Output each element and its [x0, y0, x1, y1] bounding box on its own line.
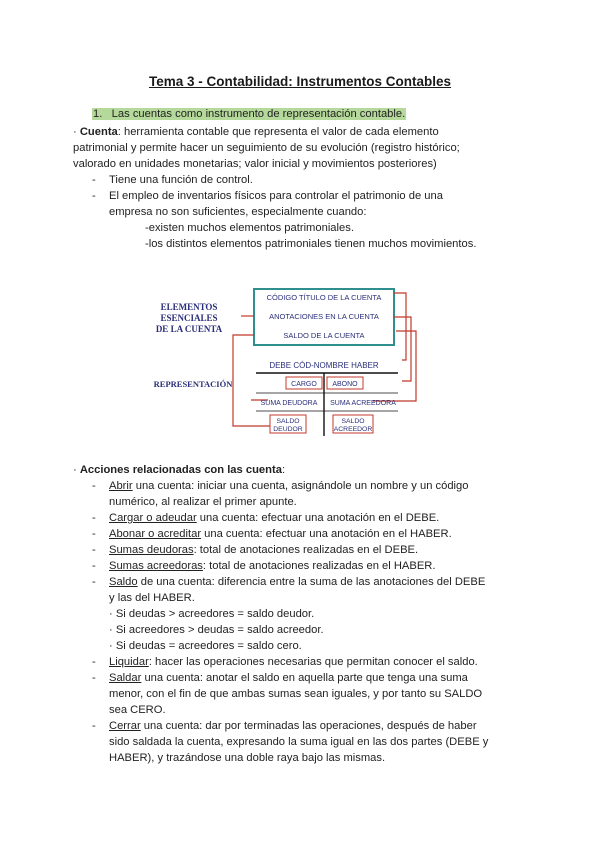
cuenta-subpoint-2: -los distintos elementos patrimoniales tienen muchos movimientos.	[145, 238, 477, 250]
dash-marker: -	[92, 174, 96, 186]
accion-cerrar-cont2: HABER), y trazándose una doble raya bajo las mismas.	[109, 752, 386, 764]
accion-saldar: Saldar una cuenta: anotar el saldo en aquella parte que tenga una suma	[109, 672, 468, 684]
dash-marker: -	[92, 528, 96, 540]
box-line-1: CÓDIGO TÍTULO DE LA CUENTA	[266, 293, 382, 302]
label-elementos-2: ESENCIALES	[160, 313, 218, 323]
dash-marker: -	[92, 720, 96, 732]
saldo-deudor-1: SALDO	[276, 418, 300, 425]
accion-cargar: Cargar o adeudar una cuenta: efectuar una anotación en el DEBE.	[109, 512, 440, 524]
saldo-case-cero: · Si deudas = acreedores = saldo cero.	[109, 640, 302, 652]
accion-saldar-cont2: sea CERO.	[109, 704, 166, 716]
section-number: 1.	[93, 108, 103, 120]
dash-marker: -	[92, 672, 96, 684]
suma-acreedora-label: SUMA ACREEDORA	[330, 400, 396, 407]
connector-anotaciones	[394, 317, 411, 381]
dash-marker: -	[92, 512, 96, 524]
cuenta-point-control: Tiene una función de control.	[109, 174, 253, 186]
dash-marker: -	[92, 544, 96, 556]
dash-marker: -	[92, 480, 96, 492]
accion-abrir-cont: numérico, al realizar el primer apunte.	[109, 496, 297, 508]
accion-saldo-cont: y las del HABER.	[109, 592, 195, 604]
cuenta-definition-line1: · Cuenta: herramienta contable que representa el valor de cada elemento	[73, 126, 439, 138]
saldo-acreedor-2: ACREEDOR	[333, 426, 373, 433]
box-line-2: ANOTACIONES EN LA CUENTA	[269, 312, 379, 321]
label-representacion: REPRESENTACIÓN	[153, 379, 233, 389]
connector-codigo	[394, 293, 406, 360]
cargo-label: CARGO	[291, 381, 317, 388]
accion-sumas-deudoras: Sumas deudoras: total de anotaciones realizadas en el DEBE.	[109, 544, 419, 556]
dash-marker: -	[92, 576, 96, 588]
cuenta-point-inventarios-line2: empresa no son suficientes, especialmente cuando:	[109, 206, 367, 218]
accion-abonar: Abonar o acreditar una cuenta: efectuar una anotación en el HABER.	[109, 528, 452, 540]
label-elementos-1: ELEMENTOS	[160, 302, 218, 312]
cuenta-subpoint-1: -existen muchos elementos patrimoniales.	[145, 222, 354, 234]
section-heading	[92, 106, 406, 122]
accion-saldo: Saldo de una cuenta: diferencia entre la suma de las anotaciones del DEBE	[109, 576, 486, 588]
dash-marker: -	[92, 190, 96, 202]
box-line-3: SALDO DE LA CUENTA	[283, 331, 365, 340]
accion-cerrar-cont1: sido saldada la cuenta, expresando la suma igual en las dos partes (DEBE y	[109, 736, 489, 748]
saldo-case-deudor: · Si deudas > acreedores = saldo deudor.	[109, 608, 315, 620]
acciones-heading: · Acciones relacionadas con las cuenta:	[73, 464, 286, 476]
section-title: Las cuentas como instrumento de representación contable.	[111, 108, 406, 120]
accion-abrir: Abrir una cuenta: iniciar una cuenta, asignándole un nombre y un código	[109, 480, 469, 492]
page-title: Tema 3 - Contabilidad: Instrumentos Contables	[148, 74, 452, 89]
accion-liquidar: Liquidar: hacer las operaciones necesarias que permitan conocer el saldo.	[109, 656, 478, 668]
cuenta-definition-line3: valorado en unidades monetarias; valor inicial y movimientos posteriores)	[73, 158, 437, 170]
saldo-deudor-2: DEUDOR	[273, 426, 303, 433]
cuenta-diagram-svg	[143, 263, 459, 441]
accion-cerrar: Cerrar una cuenta: dar por terminadas las operaciones, después de haber	[109, 720, 477, 732]
suma-deudora-label: SUMA DEUDORA	[260, 400, 318, 407]
t-account-header: DEBE CÓD-NOMBRE HABER	[269, 361, 379, 370]
label-elementos-3: DE LA CUENTA	[155, 324, 223, 334]
saldo-acreedor-1: SALDO	[341, 418, 365, 425]
cuenta-point-inventarios-line1: El empleo de inventarios físicos para controlar el patrimonio de una	[109, 190, 443, 202]
accion-sumas-acreedoras: Sumas acreedoras: total de anotaciones realizadas en el HABER.	[109, 560, 436, 572]
dash-marker: -	[92, 560, 96, 572]
accion-saldar-cont1: menor, con el fin de que ambas sumas sean iguales, y por tanto su SALDO	[109, 688, 483, 700]
cuenta-diagram	[143, 263, 459, 441]
abono-label: ABONO	[332, 381, 358, 388]
dash-marker: -	[92, 656, 96, 668]
saldo-case-acreedor: · Si acreedores > deudas = saldo acreedor.	[109, 624, 324, 636]
connector-saldo-left	[233, 335, 270, 426]
cuenta-term: Cuenta	[79, 126, 118, 138]
cuenta-definition-line2: patrimonial y permite hacer un seguimiento de su evolución (registro histórico;	[73, 142, 460, 154]
